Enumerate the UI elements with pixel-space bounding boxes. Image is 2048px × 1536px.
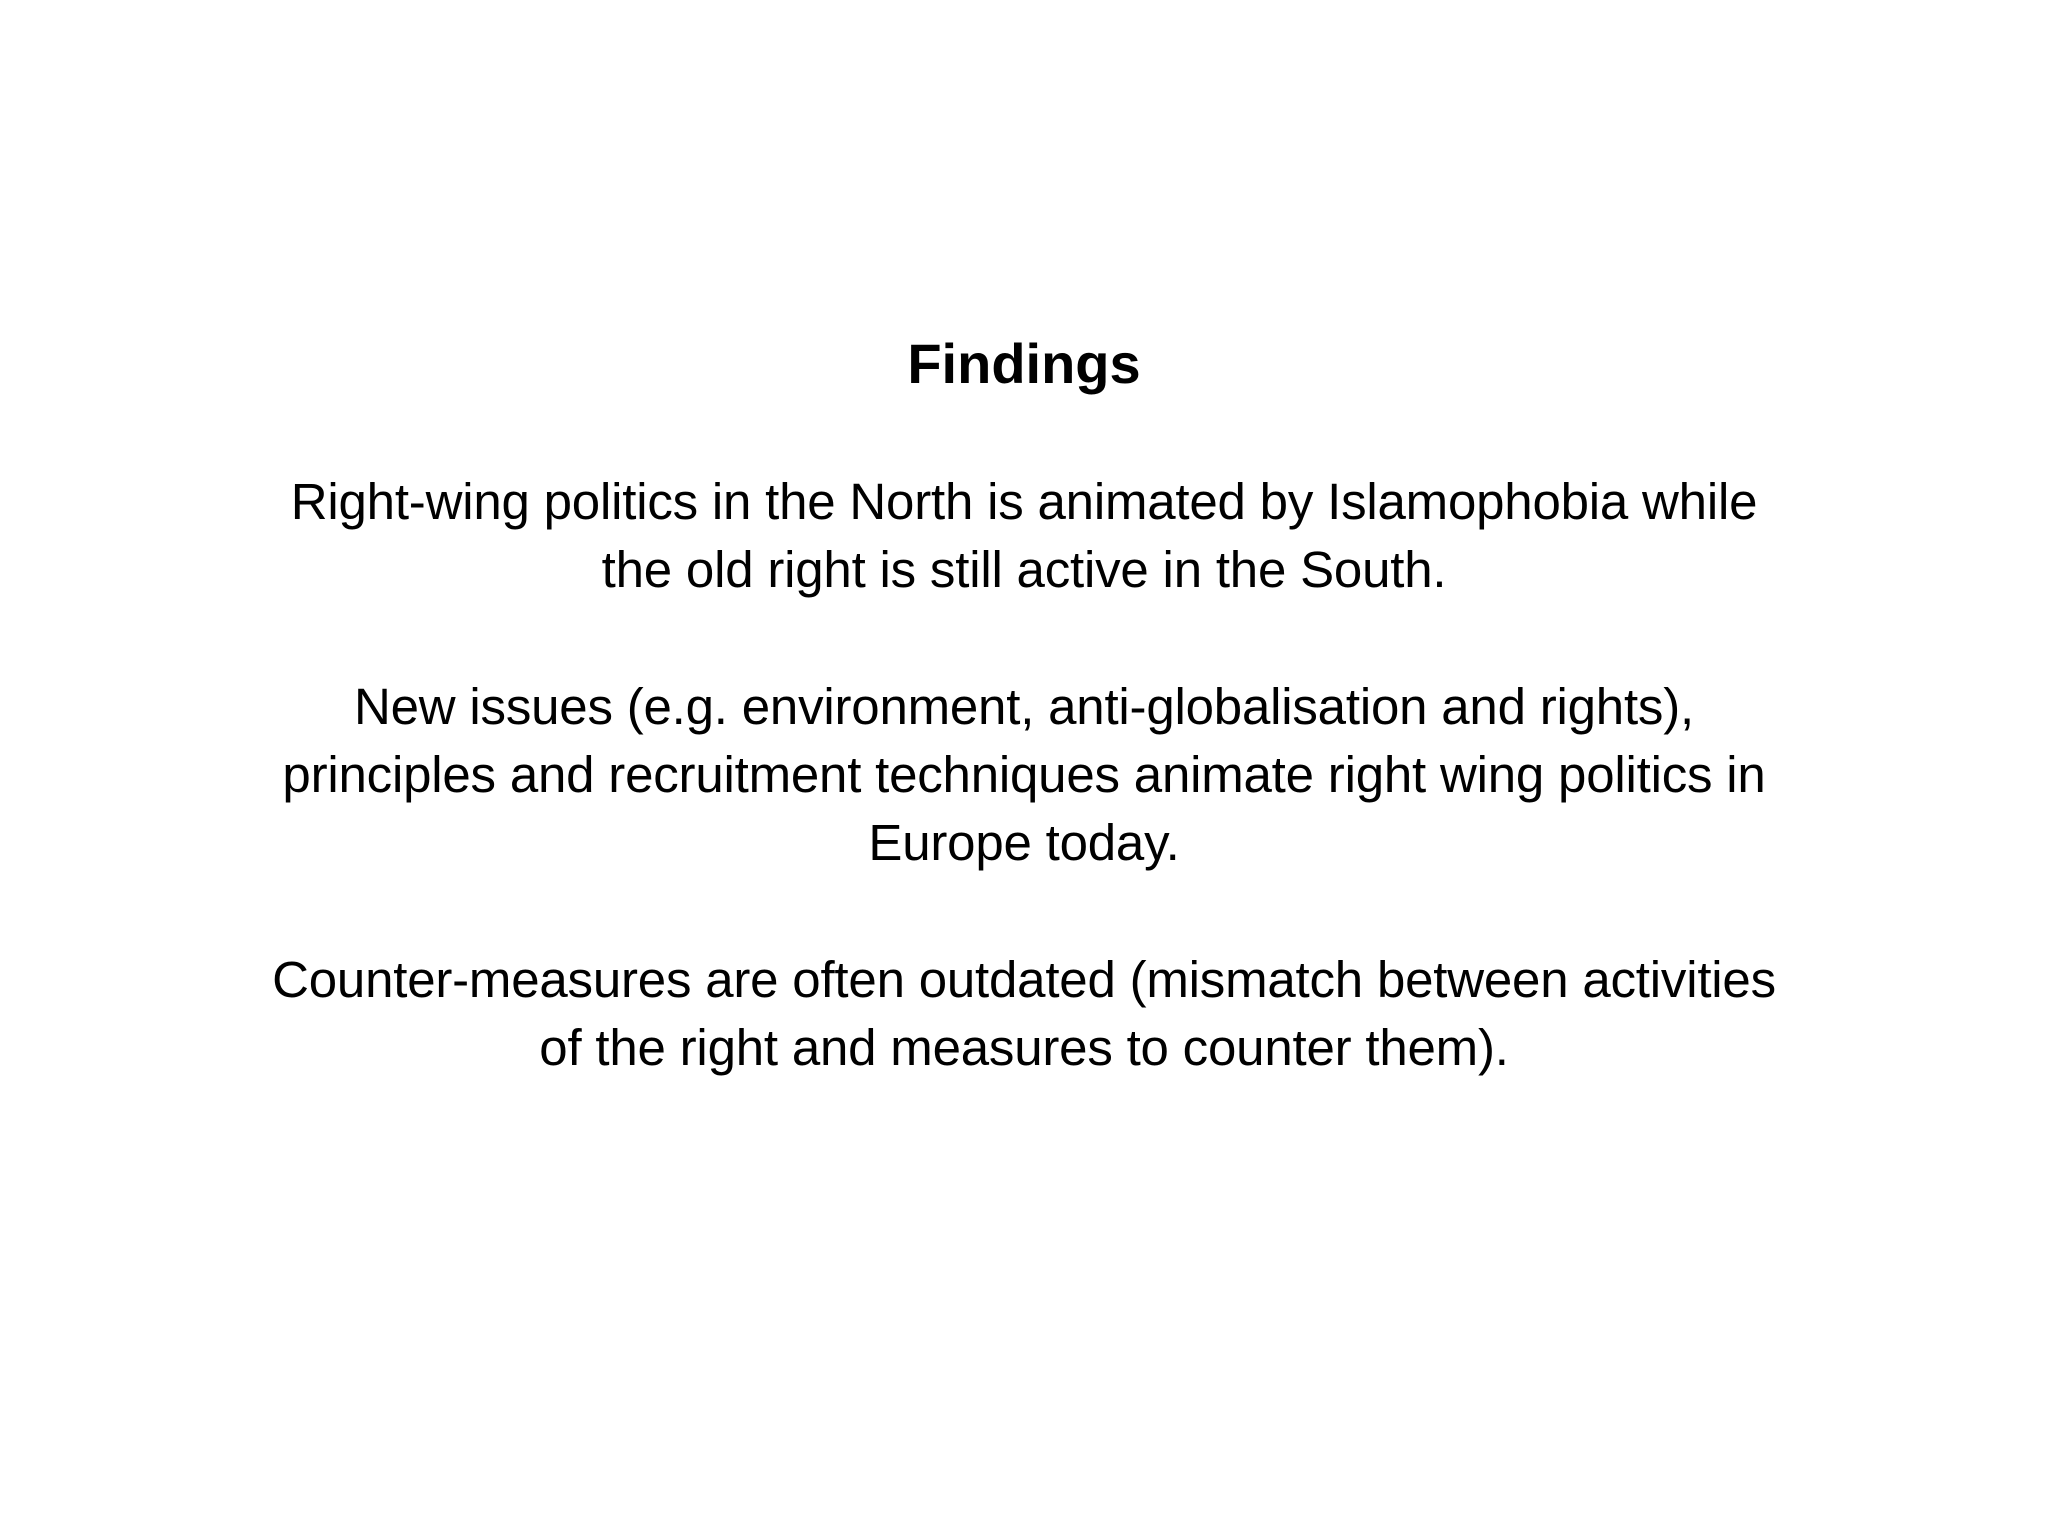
paragraph-line: New issues (e.g. environment, anti-globalisation and rights),: [354, 678, 1694, 735]
paragraph-line: of the right and measures to counter them).: [539, 1019, 1509, 1076]
finding-paragraph-2: [160, 673, 1888, 877]
finding-paragraph-1: [160, 468, 1888, 604]
slide-title: Findings: [907, 332, 1141, 395]
paragraph-line: Counter-measures are often outdated (mismatch between activities: [272, 951, 1776, 1008]
paragraph-line: the old right is still active in the South.: [601, 541, 1447, 598]
finding-paragraph-3: [160, 946, 1888, 1082]
paragraph-line: Right-wing politics in the North is animated by Islamophobia while: [290, 473, 1758, 530]
paragraph-line: Europe today.: [868, 814, 1180, 871]
paragraph-line: principles and recruitment techniques animate right wing politics in: [282, 746, 1766, 803]
